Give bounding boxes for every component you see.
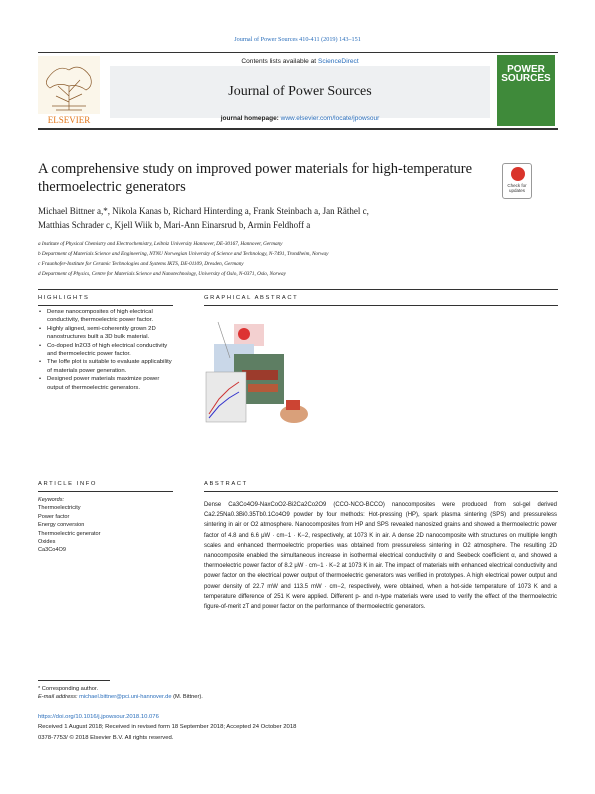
contents-prefix: Contents lists available at <box>241 58 317 65</box>
badge-line1: Check for <box>507 183 527 188</box>
corresponding-author-footnote <box>38 685 338 702</box>
elsevier-logo <box>38 56 100 126</box>
abstract-text: Dense Ca3Co4O9-NaxCoO2-Bi2Ca2Co2O9 (CCO-NCO-BCCO) nanocomposites were produced from sol-gel derived Ca2.25Na0.3Bi0.35Tb0.1Co4O9 powder by four methods: Hot-pressing (HP), spark plasma sintering (SPS) and pressureless sintering in air or O2 atmosphere. Nanocomposites from HP and SPS revealed nanosized grains and showed a thermoelectric power factor of 4.8 and 6.6 μW · cm−1 · K−2, respectively, at 1073 K in air. A dense 2D nanocomposite with structures on multiple length scales and enhanced thermoelectric properties was obtained from pressureless sintering in O2 atmosphere. The resulting 2D nanocomposite enabled the simultaneous increase in isothermal electrical conductivity σ and Seebeck coefficient α, and showed a thermoelectric power factor of 8.2 μW · cm−1 · K−2 at 1073 K in air. The impact of materials with enhanced electrical conductivity and power factor on the electrical power output of thermoelectric generators was verified in prototypes. A high electrical power output and power density of 22.7 mW and 113.5 mW · cm−2, respectively, were obtained, when a hot-side temperature of 1073 K and a temperature difference of 251 K were applied. Different p- and n-type materials were used to verify the effect of the thermoelectric figure-of-merit zT and power factor on the performance of thermoelectric generators. <box>204 502 557 611</box>
email-link[interactable]: michael.bittner@pci.uni-hannover.de <box>79 694 172 701</box>
sciencedirect-link[interactable]: ScienceDirect <box>317 58 359 65</box>
journal-title: Journal of Power Sources <box>228 84 372 99</box>
homepage-link[interactable]: www.elsevier.com/locate/jpowsour <box>280 115 380 122</box>
graphical-abstract-heading: GRAPHICAL ABSTRACT <box>204 295 299 301</box>
affiliations <box>38 239 548 279</box>
list-item: • Dense nanocomposites of high electrical conductivity, thermoelectric power factor. <box>38 308 173 325</box>
author-list <box>38 204 538 232</box>
email-label: E-mail address: <box>38 694 78 701</box>
authors-line-2: Matthias Schrader c, Kjell Wiik b, Mari-Ann Einarsrud b, Armin Feldhoff a <box>38 220 311 230</box>
abstract-heading: ABSTRACT <box>204 481 248 487</box>
keyword: Ca3Co4O9 <box>38 547 66 554</box>
keywords-label: Keywords: <box>38 497 65 503</box>
divider <box>204 305 558 306</box>
email-suffix: (M. Bittner). <box>173 694 203 701</box>
affiliation-b: b Department of Materials Science and Engineering, NTNU Norwegian University of Science and Technology, N-7491, Trondheim, Norway <box>38 251 329 257</box>
keyword: Energy conversion <box>38 522 85 529</box>
keywords-block <box>38 496 173 555</box>
divider <box>204 491 558 492</box>
journal-homepage <box>110 115 490 122</box>
highlights-heading: HIGHLIGHTS <box>38 295 90 301</box>
update-icon <box>511 167 525 181</box>
keyword: Power factor <box>38 513 70 520</box>
list-item: • Highly aligned, semi-coherently grown 2D nanostructures built a 3D bulk material. <box>38 325 173 342</box>
affiliation-a: a Institute of Physical Chemistry and Electrochemistry, Leibniz University Hannover, DE-30167, Hannover, Germany <box>38 241 283 247</box>
cover-title: POWER SOURCES <box>501 64 551 84</box>
article-info-heading: ARTICLE INFO <box>38 481 98 487</box>
journal-cover-image <box>497 55 555 126</box>
keyword: Oxides <box>38 539 56 546</box>
check-for-updates-button[interactable] <box>502 163 532 199</box>
highlights-list <box>38 308 173 392</box>
keyword: Thermoelectric generator <box>38 530 101 537</box>
homepage-label: journal homepage: <box>220 115 279 122</box>
authors-line-1: Michael Bittner a,*, Nikola Kanas b, Richard Hinterding a, Frank Steinbach a, Jan Räthel c, <box>38 206 369 216</box>
badge-line2: updates <box>508 188 525 193</box>
divider <box>38 491 173 492</box>
journal-reference[interactable]: Journal of Power Sources 410-411 (2019) 143–151 <box>234 36 361 43</box>
corresponding-label: * Corresponding author. <box>38 686 99 692</box>
affiliation-d: d Department of Physics, Centre for Materials Science and Nanotechnology, University of Oslo, N-0371, Oslo, Norway <box>38 271 286 277</box>
footnote-divider <box>38 680 110 681</box>
contents-line <box>110 58 490 65</box>
divider <box>38 305 173 306</box>
divider <box>38 289 558 290</box>
graphical-abstract-image <box>204 314 324 434</box>
list-item: • The Ioffe plot is suitable to evaluate applicability of materials power generation. <box>38 358 173 375</box>
received-dates: Received 1 August 2018; Received in revised form 18 September 2018; Accepted 24 October 2018 <box>38 724 297 731</box>
keyword: Thermoelectricity <box>38 505 81 512</box>
article-metadata <box>38 712 558 743</box>
publisher-wordmark: ELSEVIER <box>47 115 91 125</box>
doi-link[interactable]: https://doi.org/10.1016/j.jpowsour.2018.10.076 <box>38 714 159 720</box>
article-title: A comprehensive study on improved power materials for high-temperature thermoelectric generators <box>38 161 473 195</box>
copyright: 0378-7753/ © 2018 Elsevier B.V. All rights reserved. <box>38 734 174 741</box>
affiliation-c: c Fraunhofer-Institute for Ceramic Technologies and Systems IKTS, DE-01109, Dresden, Germany <box>38 261 244 267</box>
list-item: • Designed power materials maximize power output of thermoelectric generators. <box>38 375 173 392</box>
list-item: • Co-doped In2O3 of high electrical conductivity and thermoelectric power factor. <box>38 342 173 359</box>
